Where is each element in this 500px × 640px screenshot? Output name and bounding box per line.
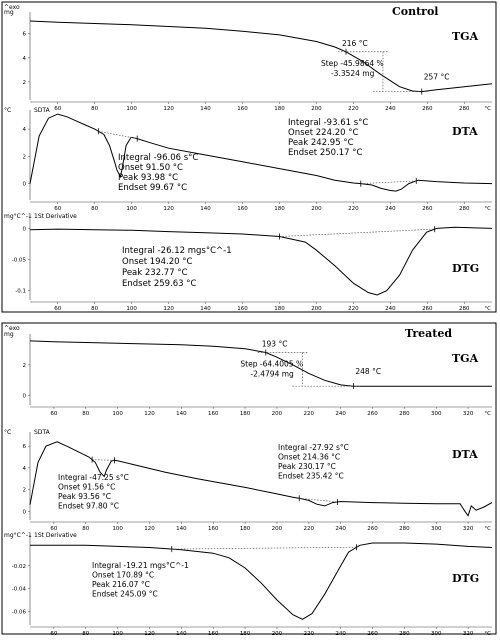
panel-title: Control — [392, 5, 439, 18]
x-tick-label: 60 — [54, 206, 62, 212]
x-tick-label: 140 — [200, 306, 211, 312]
sub-label: SDTA — [34, 429, 50, 436]
x-tick-label: 260 — [367, 411, 378, 417]
x-tick-label: 120 — [144, 411, 155, 417]
x-tick-label: 120 — [144, 631, 155, 636]
x-tick-label: 260 — [422, 306, 433, 312]
event-annotation: Integral -27.92 s°C — [278, 443, 349, 452]
y-unit-label: mg°C^-1 — [4, 213, 32, 220]
x-tick-label: 140 — [176, 411, 187, 417]
x-tick-label: 160 — [237, 206, 248, 212]
x-tick-label: 180 — [239, 631, 251, 636]
event-annotation: Endset 97.80 °C — [58, 501, 119, 511]
x-unit-label: °C — [484, 411, 491, 417]
x-tick-label: 200 — [311, 306, 322, 312]
y-tick-label: 2 — [22, 362, 26, 369]
x-tick-label: 200 — [271, 526, 283, 532]
event-annotation: Endset 235.42 °C — [278, 471, 344, 481]
x-tick-label: 200 — [311, 106, 322, 112]
x-tick-label: 300 — [430, 631, 442, 636]
data-curve — [30, 227, 492, 295]
sub-label: 1St Derivative — [34, 532, 77, 539]
y-unit-label: mg°C^-1 — [4, 532, 32, 539]
x-tick-label: 200 — [271, 631, 283, 636]
y-unit-label: °C — [4, 429, 12, 436]
x-tick-label: 220 — [303, 411, 315, 417]
x-tick-label: 280 — [459, 306, 470, 312]
x-tick-label: 220 — [348, 206, 359, 212]
x-tick-label: 80 — [91, 106, 99, 112]
dtg-annotation: Integral -26.12 mgs°C^-1 — [122, 246, 232, 256]
x-tick-label: 220 — [348, 106, 359, 112]
mass-loss-label: -2.4794 mg — [250, 369, 294, 379]
x-tick-label: 100 — [126, 106, 137, 112]
chart-name-label: DTA — [452, 125, 478, 138]
x-tick-label: 240 — [335, 631, 346, 636]
x-tick-label: 60 — [50, 411, 58, 417]
dtg-annotation: Peak 232.77 °C — [122, 268, 188, 278]
x-tick-label: 100 — [112, 411, 123, 417]
x-tick-label: 180 — [239, 526, 251, 532]
dtg-annotation: Onset 194.20 °C — [122, 257, 193, 267]
event-annotation: Onset 224.20 °C — [288, 128, 359, 138]
x-unit-label: °C — [484, 631, 491, 636]
event-annotation: Peak 93.56 °C — [58, 492, 112, 501]
y-tick-label: 4 — [22, 465, 26, 472]
dtg-annotation: Onset 170.89 °C — [92, 570, 155, 580]
x-tick-label: 100 — [112, 526, 123, 532]
mass-loss-label: -3.3524 mg — [330, 68, 375, 78]
x-tick-label: 80 — [82, 411, 90, 417]
x-tick-label: 140 — [200, 106, 211, 112]
baseline-line — [299, 498, 337, 502]
x-tick-label: 260 — [367, 631, 378, 636]
x-unit-label: °C — [484, 206, 491, 212]
x-tick-label: 120 — [163, 106, 174, 112]
x-tick-label: 80 — [82, 526, 90, 532]
step-label: Step -45.9864 % — [320, 58, 384, 68]
event-annotation: Integral -93.61 s°C — [288, 118, 369, 128]
x-tick-label: 60 — [54, 106, 62, 112]
event-annotation: Onset 91.56 °C — [58, 482, 116, 492]
temperature-label: 257 °C — [423, 72, 450, 82]
y-tick-label: 0 — [22, 509, 26, 516]
temperature-label: 216 °C — [342, 38, 368, 48]
y-tick-label: 2 — [22, 154, 26, 161]
x-tick-label: 320 — [462, 526, 474, 532]
y-tick-label: 0 — [22, 181, 26, 188]
x-tick-label: 140 — [176, 526, 187, 532]
baseline-line — [92, 460, 114, 461]
dtg-annotation: Endset 259.63 °C — [122, 279, 197, 289]
sub-label: 1St Derivative — [34, 213, 77, 220]
x-tick-label: 80 — [91, 306, 99, 312]
x-tick-label: 80 — [91, 206, 99, 212]
y-tick-label: 6 — [22, 31, 26, 38]
y-tick-label: 0 — [22, 393, 26, 400]
temperature-label: 193 °C — [261, 339, 288, 349]
x-tick-label: 280 — [459, 206, 470, 212]
x-tick-label: 80 — [82, 631, 90, 636]
x-tick-label: 200 — [311, 206, 322, 212]
panel-frame — [2, 2, 496, 312]
x-tick-label: 220 — [348, 306, 359, 312]
y-tick-label: 0 — [22, 226, 26, 233]
y-tick-label: -0.05 — [11, 257, 26, 264]
chart-name-label: DTG — [452, 262, 480, 275]
x-tick-label: 280 — [459, 106, 470, 112]
baseline-line — [172, 547, 357, 549]
x-tick-label: 100 — [126, 306, 137, 312]
x-tick-label: 180 — [274, 106, 285, 112]
chart-name-label: TGA — [452, 352, 479, 365]
x-tick-label: 200 — [271, 411, 283, 417]
x-tick-label: 300 — [430, 411, 442, 417]
chart-name-label: DTA — [452, 448, 478, 461]
x-tick-label: 240 — [385, 306, 396, 312]
x-tick-label: 220 — [303, 631, 315, 636]
event-annotation: Integral -47.25 s°C — [58, 473, 129, 482]
x-tick-label: 260 — [422, 206, 433, 212]
temperature-label: 248 °C — [355, 367, 382, 377]
x-tick-label: 220 — [303, 526, 315, 532]
x-tick-label: 180 — [274, 206, 285, 212]
event-annotation: Onset 214.36 °C — [278, 452, 341, 462]
x-tick-label: 280 — [399, 526, 410, 532]
y-tick-label: -0.06 — [11, 609, 26, 616]
y-tick-label: -0.1 — [15, 288, 26, 295]
dtg-annotation: Peak 216.07 °C — [92, 580, 150, 589]
y-tick-label: 2 — [22, 487, 26, 494]
step-label: Step -64.4005 % — [240, 359, 304, 369]
data-curve — [30, 21, 492, 92]
y-tick-label: -0.04 — [11, 586, 26, 593]
baseline-line — [279, 229, 434, 236]
x-tick-label: 160 — [237, 106, 248, 112]
x-tick-label: 120 — [163, 206, 174, 212]
x-tick-label: 120 — [163, 306, 174, 312]
x-tick-label: 280 — [399, 631, 410, 636]
x-tick-label: 100 — [112, 631, 123, 636]
event-annotation: Integral -96.06 s°C — [118, 153, 199, 163]
dtg-annotation: Integral -19.21 mgs°C^-1 — [92, 561, 189, 570]
event-annotation: Onset 91.50 °C — [118, 163, 183, 173]
y-tick-label: 4 — [22, 127, 26, 134]
chart-name-label: DTG — [452, 572, 480, 585]
panel-title: Treated — [405, 327, 453, 340]
x-tick-label: 320 — [462, 631, 474, 636]
x-tick-label: 160 — [207, 526, 219, 532]
x-tick-label: 180 — [274, 306, 285, 312]
x-tick-label: 60 — [54, 306, 62, 312]
y-tick-label: 4 — [22, 55, 26, 62]
x-tick-label: 160 — [207, 411, 219, 417]
exo-label: ^exo — [4, 4, 20, 11]
x-tick-label: 140 — [200, 206, 211, 212]
x-tick-label: 320 — [462, 411, 474, 417]
y-unit-label: mg — [4, 9, 14, 16]
y-tick-label: 2 — [22, 79, 26, 86]
x-tick-label: 300 — [430, 526, 442, 532]
event-annotation: Endset 99.67 °C — [118, 183, 188, 193]
x-unit-label: °C — [484, 106, 491, 112]
data-curve — [30, 114, 492, 191]
x-tick-label: 140 — [176, 631, 187, 636]
y-unit-label: °C — [4, 107, 12, 114]
x-tick-label: 260 — [422, 106, 433, 112]
x-unit-label: °C — [484, 526, 491, 532]
x-tick-label: 240 — [385, 206, 396, 212]
y-tick-label: -0.02 — [11, 563, 26, 570]
y-tick-label: 6 — [22, 444, 26, 451]
x-tick-label: 240 — [335, 411, 346, 417]
x-tick-label: 160 — [237, 306, 248, 312]
x-tick-label: 280 — [399, 411, 410, 417]
x-tick-label: 60 — [50, 631, 58, 636]
y-unit-label: mg — [4, 331, 14, 338]
dtg-annotation: Endset 245.09 °C — [92, 589, 158, 599]
event-annotation: Peak 230.17 °C — [278, 462, 336, 471]
baseline-line — [361, 181, 416, 184]
event-annotation: Peak 93.98 °C — [118, 173, 179, 183]
exo-label: ^exo — [4, 325, 20, 332]
x-tick-label: 180 — [239, 411, 251, 417]
x-tick-label: 120 — [144, 526, 155, 532]
x-unit-label: °C — [484, 306, 491, 312]
chart-name-label: TGA — [452, 30, 479, 43]
x-tick-label: 240 — [385, 106, 396, 112]
sub-label: SDTA — [34, 107, 50, 114]
x-tick-label: 100 — [126, 206, 137, 212]
x-tick-label: 60 — [50, 526, 58, 532]
x-tick-label: 160 — [207, 631, 219, 636]
event-annotation: Peak 242.95 °C — [288, 138, 354, 148]
event-annotation: Endset 250.17 °C — [288, 148, 363, 158]
x-tick-label: 240 — [335, 526, 346, 532]
x-tick-label: 260 — [367, 526, 378, 532]
